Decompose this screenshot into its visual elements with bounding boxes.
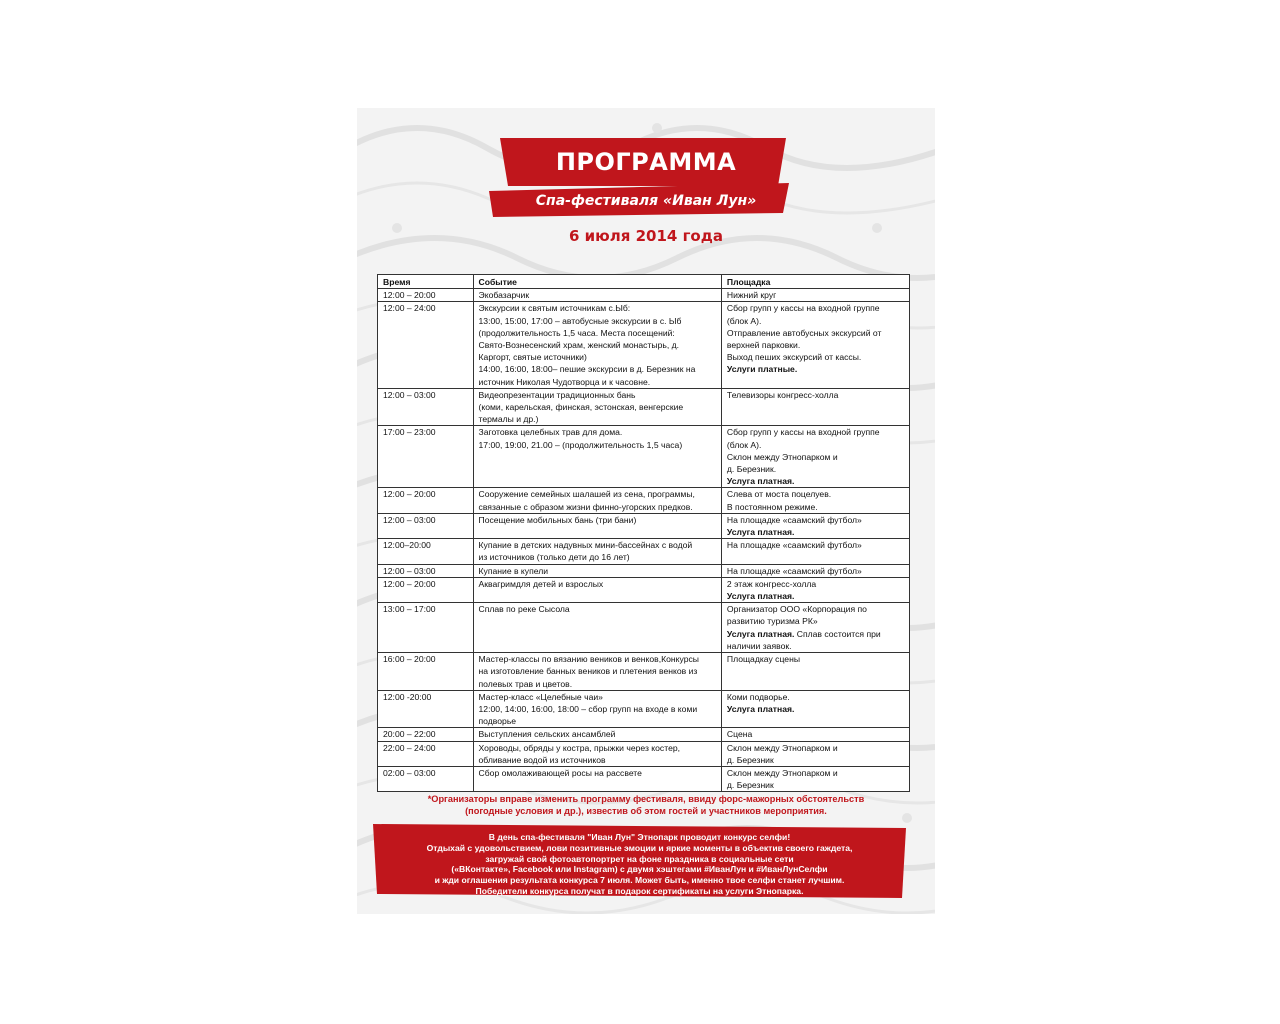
time-cell: 12:00 – 20:00	[378, 577, 474, 602]
place-text: Сбор групп у кассы на входной группе	[726, 427, 880, 438]
event-line: Каргорт, святые источники)	[478, 352, 587, 363]
table-row	[378, 564, 910, 577]
selfie-contest-text	[373, 832, 906, 897]
place-text: развитию туризма РК»	[726, 616, 818, 627]
place-line	[727, 526, 904, 538]
footer-line: и жди оглашения результата конкурса 7 июля. Может быть, именно твое селфи станет лучшим.	[434, 875, 845, 886]
time-cell: 16:00 – 20:00	[378, 653, 474, 691]
place-cell	[721, 653, 909, 691]
place-cell	[721, 302, 909, 388]
time-cell: 12:00 – 03:00	[378, 513, 474, 538]
event-cell	[473, 690, 721, 728]
event-line: Мастер-классы по вязанию веников и венков,Конкурсы	[478, 654, 699, 665]
time-cell: 22:00 – 24:00	[378, 741, 474, 766]
place-cell	[721, 426, 909, 488]
place-text: (блок А).	[726, 439, 762, 450]
place-line	[727, 488, 904, 500]
table-row	[378, 690, 910, 728]
place-line	[727, 351, 904, 363]
place-line	[727, 475, 904, 487]
time-cell: 12:00 – 24:00	[378, 302, 474, 388]
place-line	[727, 615, 904, 627]
event-cell	[473, 741, 721, 766]
place-text: Нижний круг	[726, 290, 777, 301]
column-header-event: Событие	[473, 275, 721, 289]
place-text: наличии заявок.	[726, 640, 792, 651]
place-text: На площадке «саамский футбол»	[726, 540, 862, 551]
event-line: 14:00, 16:00, 18:00– пешие экскурсии в д. Березник на	[478, 364, 696, 375]
event-line: Сплав по реке Сысола	[478, 604, 570, 615]
place-line	[727, 754, 904, 766]
event-cell	[473, 728, 721, 741]
place-line	[727, 363, 904, 375]
place-line	[727, 426, 904, 438]
place-text: Сплав состоится при	[794, 628, 881, 639]
event-line: Посещение мобильных бань (три бани)	[478, 514, 637, 525]
event-cell	[473, 513, 721, 538]
time-cell: 12:00 – 20:00	[378, 488, 474, 513]
place-line	[727, 389, 904, 401]
place-text: Склон между Этнопарком и	[726, 451, 838, 462]
event-line: Выступления сельских ансамблей	[478, 729, 616, 740]
program-page	[357, 108, 935, 914]
column-header-place: Площадка	[721, 275, 909, 289]
table-row	[378, 488, 910, 513]
event-line: обливание водой из источников	[478, 754, 606, 765]
place-text: д. Березник	[726, 754, 774, 765]
place-text: д. Березник	[726, 780, 774, 791]
place-text: Сбор групп у кассы на входной группе	[726, 303, 880, 314]
place-cell	[721, 539, 909, 564]
event-line: источник Николая Чудотворца и к часовне.	[478, 376, 651, 387]
place-line	[727, 539, 904, 551]
place-line	[727, 590, 904, 602]
footer-line: В день спа-фестиваля "Иван Лун" Этнопарк проводит конкурс селфи!	[488, 832, 791, 842]
event-line: Сбор омолаживающей росы на рассвете	[478, 767, 642, 778]
event-line: 12:00, 14:00, 16:00, 18:00 – сбор групп на входе в коми	[478, 703, 698, 714]
place-text: д. Березник.	[726, 464, 777, 475]
event-line: на изготовление банных веников и плетения венков из	[478, 666, 698, 677]
event-cell	[473, 577, 721, 602]
place-line	[727, 728, 904, 740]
event-cell	[473, 603, 721, 653]
place-line	[727, 691, 904, 703]
place-cell	[721, 488, 909, 513]
schedule-body	[378, 289, 910, 792]
event-line: Аквагримдля детей и взрослых	[478, 578, 604, 589]
event-cell	[473, 289, 721, 302]
place-text: Организатор ООО «Корпорация по	[726, 604, 867, 615]
place-text: Отправление автобусных экскурсий от	[726, 327, 882, 338]
place-text: Слева от моста поцелуев.	[726, 489, 832, 500]
event-line: Мастер-класс «Целебные чаи»	[478, 691, 603, 702]
event-line: Заготовка целебных трав для дома.	[478, 427, 623, 438]
place-text: На площадке «саамский футбол»	[726, 565, 862, 576]
place-text: Телевизоры конгресс-холла	[726, 389, 839, 400]
paid-service-label: Услуга платная.	[726, 527, 795, 538]
place-line	[727, 289, 904, 301]
place-line	[727, 628, 904, 640]
place-cell	[721, 577, 909, 602]
place-text: Выход пеших экскурсий от кассы.	[726, 352, 862, 363]
time-cell: 12:00 – 03:00	[378, 388, 474, 426]
event-date: 6 июля 2014 года	[569, 227, 723, 245]
footer-line: Победители конкурса получат в подарок сертификаты на услуги Этнопарка.	[475, 885, 804, 896]
paid-service-label: Услуга платная.	[726, 476, 795, 487]
event-cell	[473, 302, 721, 388]
place-line	[727, 742, 904, 754]
place-line	[727, 514, 904, 526]
paid-service-label: Услуги платные.	[726, 364, 798, 375]
place-text: Сцена	[726, 729, 753, 740]
event-line: Хороводы, обряды у костра, прыжки через костер,	[478, 742, 681, 753]
event-line: Купание в купели	[478, 565, 549, 576]
event-line: Видеопрезентации традиционных бань	[478, 389, 636, 400]
event-line: термалы и др.)	[478, 414, 539, 425]
place-line	[727, 339, 904, 351]
event-line: связанные с образом жизни финно-угорских предков.	[478, 501, 693, 512]
time-cell: 12:00 – 03:00	[378, 564, 474, 577]
place-line	[727, 439, 904, 451]
table-row	[378, 388, 910, 426]
place-cell	[721, 564, 909, 577]
page-subtitle: Спа-фестиваля «Иван Лун»	[535, 193, 757, 209]
time-cell: 12:00 -20:00	[378, 690, 474, 728]
event-line: 13:00, 15:00, 17:00 – автобусные экскурсии в с. Ыб	[478, 315, 682, 326]
time-cell: 20:00 – 22:00	[378, 728, 474, 741]
disclaimer-note	[357, 794, 935, 817]
place-cell	[721, 513, 909, 538]
place-cell	[721, 388, 909, 426]
event-cell	[473, 564, 721, 577]
place-line	[727, 578, 904, 590]
table-row	[378, 603, 910, 653]
table-row	[378, 426, 910, 488]
table-row	[378, 539, 910, 564]
place-text: 2 этаж конгресс-холла	[726, 578, 817, 589]
place-text: (блок А).	[726, 315, 762, 326]
event-line: Экобазарчик	[478, 290, 530, 301]
event-line: (коми, карельская, финская, эстонская, венгерские	[478, 402, 684, 413]
paid-service-label: Услуга платная.	[726, 628, 795, 639]
place-line	[727, 565, 904, 577]
schedule-table	[377, 274, 910, 792]
event-line: 17:00, 19:00, 21.00 – (продолжительность 1,5 часа)	[478, 439, 683, 450]
event-line: Свято-Вознесенский храм, женский монастырь, д.	[478, 340, 680, 351]
event-line: (продолжительность 1,5 часа. Места посещений:	[478, 327, 675, 338]
place-line	[727, 451, 904, 463]
event-cell	[473, 653, 721, 691]
event-line: Сооружение семейных шалашей из сена, программы,	[478, 489, 695, 500]
paid-service-label: Услуга платная.	[726, 703, 795, 714]
note-line: (погодные условия и др.), известив об этом гостей и участников мероприятия.	[465, 805, 827, 816]
event-cell	[473, 766, 721, 791]
footer-line: Отдыхай с удовольствием, лови позитивные эмоции и яркие моменты в объектив своего гаждета,	[426, 842, 853, 853]
table-row	[378, 741, 910, 766]
time-cell: 17:00 – 23:00	[378, 426, 474, 488]
footer-line: загружай свой фотоавтопортрет на фоне праздника в социальные сети	[485, 853, 794, 864]
place-text: Склон между Этнопарком и	[726, 767, 838, 778]
event-line: полевых трав и цветов.	[478, 678, 573, 689]
place-line	[727, 653, 904, 665]
place-line	[727, 501, 904, 513]
place-cell	[721, 741, 909, 766]
footer-line: («ВКонтакте», Facebook или Instagram) с двумя хэштегами #ИванЛун и #ИванЛунСелфи	[451, 864, 828, 875]
place-text: На площадке «саамский футбол»	[726, 514, 862, 525]
table-row	[378, 289, 910, 302]
place-cell	[721, 690, 909, 728]
place-line	[727, 767, 904, 779]
event-line: подворье	[478, 716, 517, 727]
paid-service-label: Услуга платная.	[726, 591, 795, 602]
place-text: В постоянном режиме.	[726, 501, 818, 512]
event-line: из источников (только дети до 16 лет)	[478, 552, 630, 563]
place-line	[727, 327, 904, 339]
place-text: Площадкау сцены	[726, 654, 800, 665]
page-title: ПРОГРАММА	[555, 148, 737, 176]
place-cell	[721, 603, 909, 653]
place-text: верхней парковки.	[726, 340, 801, 351]
place-line	[727, 463, 904, 475]
event-line: Купание в детских надувных мини-бассейнах с водой	[478, 540, 693, 551]
table-header-row	[378, 275, 910, 289]
table-row	[378, 653, 910, 691]
event-line: Экскурсии к святым источникам с.Ыб:	[478, 303, 631, 314]
place-line	[727, 315, 904, 327]
place-line	[727, 779, 904, 791]
table-row	[378, 302, 910, 388]
table-row	[378, 577, 910, 602]
time-cell: 02:00 – 03:00	[378, 766, 474, 791]
place-line	[727, 640, 904, 652]
place-line	[727, 603, 904, 615]
table-row	[378, 728, 910, 741]
place-line	[727, 302, 904, 314]
time-cell: 12:00–20:00	[378, 539, 474, 564]
place-text: Склон между Этнопарком и	[726, 742, 838, 753]
column-header-time: Время	[378, 275, 474, 289]
time-cell: 12:00 – 20:00	[378, 289, 474, 302]
place-cell	[721, 289, 909, 302]
table-row	[378, 766, 910, 791]
time-cell: 13:00 – 17:00	[378, 603, 474, 653]
place-cell	[721, 728, 909, 741]
event-cell	[473, 488, 721, 513]
place-line	[727, 703, 904, 715]
event-cell	[473, 539, 721, 564]
event-cell	[473, 388, 721, 426]
note-line: *Организаторы вправе изменить программу фестиваля, ввиду форс-мажорных обстоятельств	[427, 794, 865, 804]
place-cell	[721, 766, 909, 791]
table-row	[378, 513, 910, 538]
event-cell	[473, 426, 721, 488]
place-text: Коми подворье.	[726, 691, 790, 702]
